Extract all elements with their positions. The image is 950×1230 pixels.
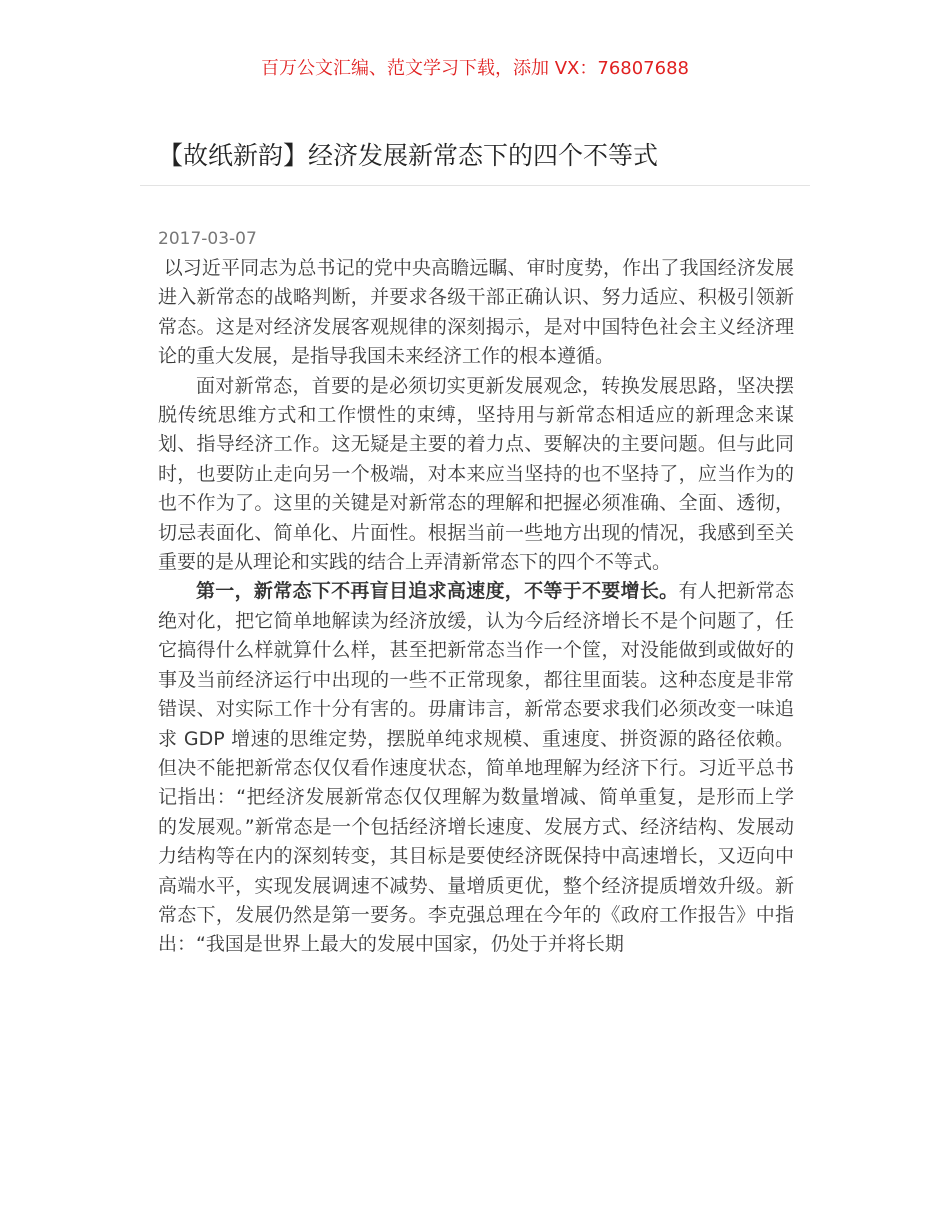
- paragraph-intro: 以习近平同志为总书记的党中央高瞻远瞩、审时度势，作出了我国经济发展进入新常态的战略判断，并要求各级干部正确认识、努力适应、积极引领新常态。这是对经济发展客观规律的深刻揭示，是对中国特色社会主义经济理论的重大发展，是指导我国未来经济工作的根本遵循。: [158, 257, 794, 368]
- promo-banner: 百万公文汇编、范文学习下载，添加 VX：76807688: [261, 58, 689, 79]
- publish-date: 2017-03-07: [158, 229, 257, 249]
- paragraph-first-text: 有人把新常态绝对化，把它简单地解读为经济放缓，认为今后经济增长不是个问题了，任它搞得什么样就算什么样，甚至把新常态当作一个筐，对没能做到或做好的事及当前经济运行中出现的一些不正常现象，都往里面装。这种态度是非常错误、对实际工作十分有害的。毋庸讳言，新常态要求我们必须改变一味追求 GDP 增速的思维定势，摆脱单纯求规模、重速度、拼资源的路径依赖。但决不能把新常态仅仅看作速度状态，简单地理解为经济下行。习近平总书记指出：“把经济发展新常态仅仅理解为数量增减、简单重复，是形而上学的发展观。”新常态是一个包括经济增长速度、发展方式、经济结构、发展动力结构等在内的深刻转变，其目标是要使经济既保持中高速增长，又迈向中高端水平，实现发展调速不减势、量增质更优，整个经济提质增效升级。新常态下，发展仍然是第一要务。李克强总理在今年的《政府工作报告》中指出：“我国是世界上最大的发展中国家，仍处于并将长期: [158, 580, 794, 956]
- article-title: 【故纸新韵】经济发展新常态下的四个不等式: [158, 141, 659, 170]
- paragraph-first-inequality: [158, 577, 794, 959]
- article-body: [158, 254, 794, 960]
- title-divider: [140, 185, 810, 186]
- paragraph-new-normal: 面对新常态，首要的是必须切实更新发展观念，转换发展思路，坚决摆脱传统思维方式和工作惯性的束缚，坚持用与新常态相适应的新理念来谋划、指导经济工作。这无疑是主要的着力点、要解决的主要问题。但与此同时，也要防止走向另一个极端，对本来应当坚持的也不坚持了，应当作为的也不作为了。这里的关键是对新常态的理解和把握必须准确、全面、透彻，切忌表面化、简单化、片面性。根据当前一些地方出现的情况，我感到至关重要的是从理论和实践的结合上弄清新常态下的四个不等式。: [158, 374, 794, 574]
- paragraph-first-heading: 第一，新常态下不再盲目追求高速度，不等于不要增长。: [196, 580, 679, 603]
